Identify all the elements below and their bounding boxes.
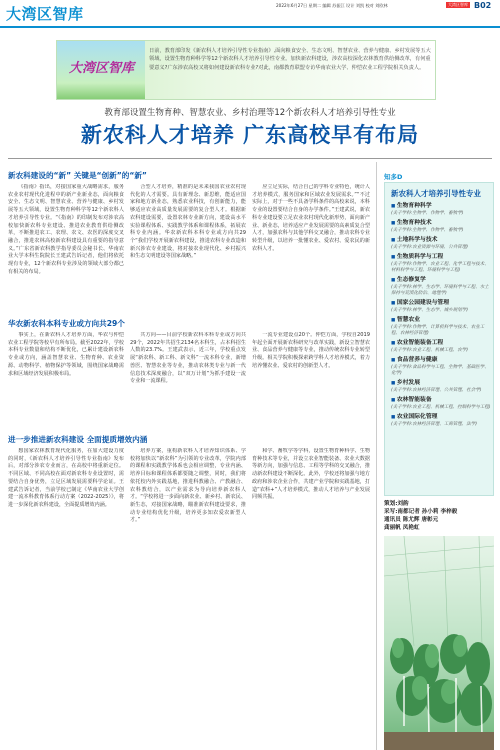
major-item	[391, 414, 491, 428]
section-badge: 大湾区智库	[448, 2, 468, 7]
masthead-rule	[0, 26, 500, 28]
major-disciplines: (关于学科:林学、生态学、城乡规划学)	[391, 307, 469, 313]
credit-line: 策划:刘韵	[384, 501, 409, 507]
page-number: B02	[474, 1, 492, 10]
major-item	[391, 254, 491, 274]
major-name: ■ 土地科学与技术	[391, 237, 491, 245]
major-item	[391, 397, 491, 411]
major-disciplines: (关于学科:农林经济管理、工商管理、法学)	[391, 421, 478, 427]
major-disciplines: (关于学科:林学、生态学、环境科学与工程、水土保持与荒漠化防治、地理学)	[391, 284, 489, 296]
credit-line: 采写:南都记者 孙小莉 李梓毅	[384, 509, 458, 515]
credit-line: 龚丽帆 凤艳虹	[384, 525, 420, 531]
major-disciplines: (关于学科:农林经济管理、公共管理、社会学)	[391, 387, 482, 393]
major-disciplines: (关于学科:生物学、作物学、畜牧学)	[391, 210, 464, 216]
section-title: 大湾区智库	[6, 5, 84, 23]
major-item	[391, 317, 491, 337]
major-name: ■ 农林智能装备	[391, 397, 491, 405]
article-col-3a	[252, 184, 370, 308]
article-paragraph: 《指南》指出，对接国家重大战略需求，服务农业农村现代化进程中的新产业新业态，面向粮食安全、生态文明、智慧农业、营养与健康、乡村发展等五大领域，设置生物育种科学等12个新农科人才培养引导性专业。“《指南》的印制发布对涉农高校加快新农科专业建设、推进农业教育供给侧改革，不断推进农工、农理、农文、农医的深度交叉融合，推进农林高校新农科建设具有重要的指导意义。”广东省新农科教学指导委员会秘书长、华南农业大学本科生院院长王建武告诉记者，他们将依托现有专业，12个新农科专业涉及的领域大部分都已有相关的布局。	[8, 184, 124, 275]
major-name: ■ 食品营养与健康	[391, 357, 491, 365]
majors-title: 新农科人才培养引导性专业	[391, 189, 481, 198]
section-heading-1: 新农科建设的“新” 关键是“创新”的“新”	[8, 171, 147, 180]
major-disciplines: (关于学科:农业资源与环境、公共管理)	[391, 244, 469, 250]
section-heading-2: 华农新农科本科专业或方向共29个	[8, 319, 125, 328]
article-col-2b	[130, 332, 246, 424]
article-paragraph: 事实上，在新农科人才培养方面，华农与仲恺农业工程学院等校早有所布局。截至2022年，学校本科专业数量和结构不断优化，已累计建设新农科专业或方向，涵盖智慧农业、生物育种、农业资源、动物科学、植物保护等领域，围绕国家战略需求和区域经济发展积极布局。	[8, 332, 124, 377]
article-paragraph: 培养方案，重构新农科人才培养知识体系、学校将加快以“新农科”为引领的专业改革，学院内部的课程和实践教学体系也会相应调整，专业内涵、培养目标和课程体系都要随之调整，同时，我们将依托校内外实践基地，推进科教融合、产教融合、农科教结合，以产业需求为导向培养新农科人才。“学校将进一步面向新农业、新乡村、新农民、新生态，对接国家战略，瞄准新农科建设要求，推动专业结构优化升级，培养更多知农爱农新型人才。”	[130, 448, 246, 524]
article-paragraph: 共方向——目前学校新农科本科专业或方向共29个，2022年共招生2134名本科生，占本科招生人数的23.7%。王建武表示，近三年，学校重点发展“新农科、新工科、新文科”一流本科专业，新增兽医、智慧农业等专业，推动农林类专业与新一代信息技术深度融合，以“双万计划”为抓手建设一流专业和一流课程。	[130, 332, 246, 385]
article-col-3b	[252, 332, 370, 424]
masthead	[0, 0, 500, 34]
major-item	[391, 203, 491, 217]
major-name: ■ 国家公园建设与管理	[391, 300, 491, 308]
article-col-1a	[8, 184, 124, 308]
major-item	[391, 300, 491, 314]
headline: 新农科人才培养 广东高校早有布局	[80, 123, 420, 147]
headline-divider	[8, 158, 492, 159]
major-item	[391, 357, 491, 377]
major-disciplines: (关于学科:生物学、作物学、畜牧学)	[391, 227, 464, 233]
major-disciplines: (关于学科:农业工程、机械工程、农学)	[391, 347, 469, 353]
major-name: ■ 生物质科学与工程	[391, 254, 491, 262]
article-col-1c	[8, 448, 124, 744]
major-item	[391, 380, 491, 394]
major-disciplines: (关于学科:农业工程、机械工程、控制科学与工程)	[391, 404, 491, 410]
article-paragraph: 应立足实际，结合自己的学科专业特色，统计人才培养模式，服务国家和区域农业发展需求。”“不过实际上，对于一些不具备学科条件的高校来说，本科专业的设置要结合自身的办学条件。”王建武说，新农科专业建设要立足农业农村现代化新形势，面向新产业、新业态，培养适应产业发展需要的高素质复合型人才，加强农科与其他学科交叉融合，推动农科专业转型升级，以培养一批懂农业、爱农村、爱农民的新农科人才。	[252, 184, 370, 252]
major-name: ■ 乡村发展	[391, 380, 491, 388]
majors-list	[391, 203, 491, 431]
article-paragraph: 和学、畜牧学等学科，设置生物育种科学、生物育种技术等专业，并设立农业智能装备、农业大数据等新方向，加强与信息、工程等学科的交叉融合，推动新农科建设不断深化。此外，学校还将加强与地方政府和涉农企业合作，共建产业学院和实践基地，打造“农科+”人才培养模式，推动人才培养与产业发展同频共振。	[252, 448, 370, 501]
article-paragraph: 合型人才培养，精准的是未来我国农业农村现代化的人才需要。具有新理念、新思维，能适应国家和地方新业态，熟悉农业科技，有创新能力，能够适应农业高质量发展需要的复合型人才。根据新农科建设需要，设置农林专业新方向，建设高水平实验课程体系、实践教学体系和课程体系，拓展农科专业内涵。华农新农科本科专业或方向共29个“我们学校开展新农科建设，推进农科专业改造和新兴涉农专业建设，将对接农业现代化、乡村振兴和生态文明建设等国家战略。”	[130, 184, 246, 260]
major-name: ■ 生物育种技术	[391, 220, 491, 228]
major-item	[391, 340, 491, 354]
majors-box	[384, 182, 494, 496]
article-paragraph: 想国家农林教育现代化服务，在加大建设力度的同时，《新农科人才培养引导性专业指南》发布后，对部分涉农专业而言，在高校中将重新定位。不同区域、不同高校在面对新农科专业设置时，需要结合自身优势，立足区域发展需要科学论证。王建武告诉记者，当前学校已制定《华南农业大学创建一流本科教育体系行动方案（2022-2025）》，将进一步深化新农科建设，全面提质增效内涵。	[8, 448, 124, 508]
major-name: ■ 农业智能装备工程	[391, 340, 491, 348]
subheadline: 教育部设置生物育种、智慧农业、乡村治理等12个新农科人才培养引导性专业	[104, 108, 396, 118]
major-name: ■ 农业国际化管理	[391, 414, 491, 422]
greenhouse-illustration	[384, 536, 494, 750]
major-disciplines: (关于学科:作物学、农业工程、化学工程与技术、材料科学与工程、环境科学与工程)	[391, 261, 489, 273]
credit-line: 通讯员 陈尤辉 唐彰元	[384, 517, 439, 523]
issue-meta: 2022年6月27日 星期二 编辑 苏振江 设计 刘凯 校对 刘欧林	[276, 3, 388, 8]
article-col-2c	[130, 448, 246, 744]
section-heading-3: 进一步推进新农科建设 全面提质增效内涵	[8, 435, 148, 444]
article-col-3c	[252, 448, 370, 744]
major-item	[391, 220, 491, 234]
major-name: ■ 生物育种科学	[391, 203, 491, 211]
sidebar-divider	[376, 162, 377, 750]
sidebar-label: 知多D	[384, 173, 403, 181]
article-col-1b	[8, 332, 124, 424]
credits	[384, 500, 494, 532]
major-name: ■ 智慧农业	[391, 317, 491, 325]
banner-intro: 日前，教育部印发《新农科人才培养引导性专业指南》,面向粮食安全、生态文明、智慧农业、营养与健康、乡村发展等五大领域，设置生物育种科学等12个新农科人才培养引导性专业。加快新农科建设，涉农高校深化农林教育供给侧改革，有何重要意义?广东涉农高校又将如何建设新农科专业?对此，南都教育联盟专访华南农业大学、仲恺农业工程学院相关负责人。	[149, 48, 431, 71]
banner-logo: 大湾区智库	[69, 61, 135, 76]
article-col-2a	[130, 184, 246, 308]
major-disciplines: (关于学科:食品科学与工程、生物学、基础医学、化学)	[391, 364, 489, 376]
major-item	[391, 237, 491, 251]
major-item	[391, 277, 491, 297]
column-banner	[56, 40, 436, 100]
major-name: ■ 生态修复学	[391, 277, 491, 285]
greenhouse-photo	[384, 536, 494, 750]
major-disciplines: (关于学科:作物学、计算机科学与技术、农业工程、农林经济管理)	[391, 324, 485, 336]
article-paragraph: 一流专业建设点20个。仲恺方面，学校自2019年起全面开展新农科研究与改革实践，新设立智慧农业、食品营养与健康等专业，推动传统农科专业转型升级。相关学院积极探索跨学科人才培养模式，着力培养懂农业、爱农村的创新型人才。	[252, 332, 370, 369]
